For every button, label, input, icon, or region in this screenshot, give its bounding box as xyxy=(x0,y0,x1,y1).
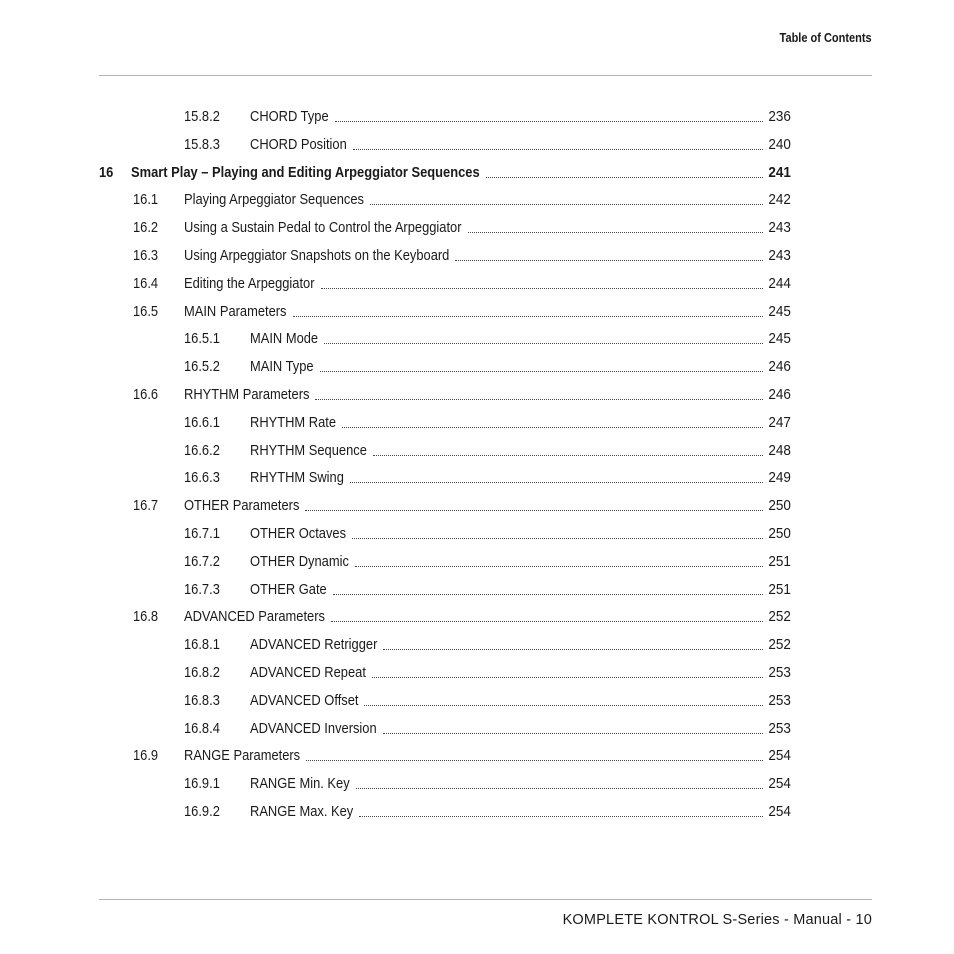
toc-entry-number: 16.6.2 xyxy=(184,442,220,459)
toc-entry[interactable] xyxy=(0,603,954,631)
toc-dot-leader xyxy=(373,437,763,465)
toc-entry[interactable] xyxy=(0,631,954,659)
toc-entry[interactable] xyxy=(0,242,954,270)
toc-entry-title[interactable]: OTHER Octaves xyxy=(250,525,347,542)
toc-entry-page[interactable]: 246 xyxy=(768,358,791,375)
toc-entry-title[interactable]: MAIN Parameters xyxy=(184,303,287,320)
toc-dot-leader xyxy=(324,325,763,353)
toc-entry-title[interactable]: ADVANCED Repeat xyxy=(250,664,366,681)
toc-entry-number: 16.6 xyxy=(133,386,159,403)
toc-dot-leader xyxy=(306,742,763,770)
toc-entry-title[interactable]: ADVANCED Retrigger xyxy=(250,636,378,653)
toc-entry-title[interactable]: Smart Play – Playing and Editing Arpeggiator Sequences xyxy=(131,164,480,181)
page-footer: KOMPLETE KONTROL S-Series - Manual - 10 xyxy=(562,912,872,928)
toc-entry-page[interactable]: 251 xyxy=(768,581,791,598)
toc-entry-page[interactable]: 250 xyxy=(768,497,791,514)
toc-dot-leader xyxy=(372,659,763,687)
toc-entry[interactable] xyxy=(0,103,954,131)
toc-entry-title[interactable]: MAIN Type xyxy=(250,358,314,375)
toc-entry[interactable] xyxy=(0,770,954,798)
toc-dot-leader xyxy=(350,464,763,492)
toc-dot-leader xyxy=(355,548,763,576)
toc-entry-title[interactable]: OTHER Dynamic xyxy=(250,553,349,570)
toc-entry[interactable] xyxy=(0,353,954,381)
toc-entry[interactable] xyxy=(0,715,954,743)
toc-entry-page[interactable]: 253 xyxy=(768,692,791,709)
toc-entry-number: 16 xyxy=(99,164,114,181)
toc-entry-number: 15.8.2 xyxy=(184,108,220,125)
toc-entry[interactable] xyxy=(0,325,954,353)
toc-entry[interactable] xyxy=(0,576,954,604)
toc-entry-title[interactable]: Editing the Arpeggiator xyxy=(184,275,315,292)
toc-entry[interactable] xyxy=(0,548,954,576)
toc-entry-number: 16.2 xyxy=(133,219,159,236)
toc-entry-title[interactable]: ADVANCED Offset xyxy=(250,692,359,709)
toc-entry[interactable] xyxy=(0,520,954,548)
toc-entry-title[interactable]: RANGE Min. Key xyxy=(250,775,350,792)
toc-entry-number: 16.1 xyxy=(133,191,159,208)
toc-entry[interactable] xyxy=(0,270,954,298)
toc-entry-number: 16.8.3 xyxy=(184,692,220,709)
toc-entry-title[interactable]: RHYTHM Swing xyxy=(250,469,344,486)
toc-entry-title[interactable]: OTHER Parameters xyxy=(184,497,300,514)
toc-entry-number: 16.4 xyxy=(133,275,159,292)
toc-entry-page[interactable]: 245 xyxy=(768,303,791,320)
toc-entry-title[interactable]: RANGE Max. Key xyxy=(250,803,354,820)
toc-entry-title[interactable]: Using a Sustain Pedal to Control the Arpeggiator xyxy=(184,219,462,236)
toc-dot-leader xyxy=(370,186,763,214)
toc-entry[interactable] xyxy=(0,381,954,409)
toc-dot-leader xyxy=(352,520,763,548)
toc-entry[interactable] xyxy=(0,214,954,242)
toc-entry[interactable] xyxy=(0,687,954,715)
toc-entry-number: 16.5 xyxy=(133,303,159,320)
toc-entry-title[interactable]: RHYTHM Parameters xyxy=(184,386,310,403)
toc-entry-title[interactable]: RHYTHM Sequence xyxy=(250,442,367,459)
toc-entry-number: 16.7 xyxy=(133,497,159,514)
toc-entry-page[interactable]: 251 xyxy=(768,553,791,570)
toc-entry[interactable] xyxy=(0,409,954,437)
toc-entry[interactable] xyxy=(0,437,954,465)
toc-dot-leader xyxy=(356,770,763,798)
toc-entry-page[interactable]: 250 xyxy=(768,525,791,542)
toc-dot-leader xyxy=(331,603,763,631)
toc-entry-page[interactable]: 241 xyxy=(768,164,791,181)
toc-entry-page[interactable]: 246 xyxy=(768,386,791,403)
toc-entry[interactable] xyxy=(0,298,954,326)
toc-entry-page[interactable]: 236 xyxy=(768,108,791,125)
toc-entry-number: 16.9.1 xyxy=(184,775,220,792)
toc-entry-page[interactable]: 244 xyxy=(768,275,791,292)
toc-entry-title[interactable]: ADVANCED Inversion xyxy=(250,720,377,737)
toc-entry-page[interactable]: 247 xyxy=(768,414,791,431)
toc-entry-number: 16.8.1 xyxy=(184,636,220,653)
toc-dot-leader xyxy=(364,687,763,715)
toc-entry-page[interactable]: 252 xyxy=(768,636,791,653)
toc-entry[interactable] xyxy=(0,492,954,520)
toc-entry-page[interactable]: 245 xyxy=(768,330,791,347)
toc-entry-title[interactable]: RHYTHM Rate xyxy=(250,414,337,431)
toc-entry-page[interactable]: 253 xyxy=(768,664,791,681)
toc-entry-number: 16.8 xyxy=(133,608,159,625)
toc-entry-page[interactable]: 242 xyxy=(768,191,791,208)
toc-entry-number: 16.6.3 xyxy=(184,469,220,486)
toc-entry-number: 16.7.1 xyxy=(184,525,220,542)
toc-dot-leader xyxy=(305,492,763,520)
toc-dot-leader xyxy=(359,798,763,826)
toc-entry-title[interactable]: OTHER Gate xyxy=(250,581,327,598)
toc-entry-page[interactable]: 249 xyxy=(768,469,791,486)
toc-dot-leader xyxy=(353,131,763,159)
toc-entry-number: 16.3 xyxy=(133,247,159,264)
toc-entry-page[interactable]: 243 xyxy=(768,219,791,236)
toc-entry-page[interactable]: 254 xyxy=(768,747,791,764)
toc-entry-title[interactable]: RANGE Parameters xyxy=(184,747,301,764)
toc-entry-page[interactable]: 253 xyxy=(768,720,791,737)
toc-entry[interactable] xyxy=(0,464,954,492)
toc-dot-leader xyxy=(455,242,763,270)
toc-entry-number: 16.9.2 xyxy=(184,803,220,820)
header-title: Table of Contents xyxy=(779,31,872,45)
toc-dot-leader xyxy=(320,353,763,381)
toc-dot-leader xyxy=(342,409,763,437)
toc-entry-number: 16.8.4 xyxy=(184,720,220,737)
toc-entry-number: 15.8.3 xyxy=(184,136,220,153)
header-divider xyxy=(99,75,872,76)
toc-entry-title[interactable]: ADVANCED Parameters xyxy=(184,608,325,625)
toc-dot-leader xyxy=(293,298,763,326)
toc-entry-title[interactable]: CHORD Position xyxy=(250,136,347,153)
toc-dot-leader xyxy=(383,631,763,659)
toc-entry-number: 16.6.1 xyxy=(184,414,220,431)
toc-dot-leader xyxy=(335,103,763,131)
toc-entry-title[interactable]: Playing Arpeggiator Sequences xyxy=(184,191,365,208)
toc-entry-page[interactable]: 243 xyxy=(768,247,791,264)
toc-entry-title[interactable]: Using Arpeggiator Snapshots on the Keyboard xyxy=(184,247,450,264)
toc-chapter-entry[interactable] xyxy=(0,159,954,187)
toc-entry[interactable] xyxy=(0,186,954,214)
toc-entry-number: 16.7.2 xyxy=(184,553,220,570)
toc-entry-title[interactable]: CHORD Type xyxy=(250,108,329,125)
toc-entry-page[interactable]: 252 xyxy=(768,608,791,625)
toc-entry[interactable] xyxy=(0,659,954,687)
toc-entry-page[interactable]: 240 xyxy=(768,136,791,153)
toc-dot-leader xyxy=(486,159,763,187)
toc-dot-leader xyxy=(315,381,763,409)
toc-dot-leader xyxy=(333,576,763,604)
toc-dot-leader xyxy=(468,214,763,242)
footer-divider xyxy=(99,899,872,900)
toc-entry-title[interactable]: MAIN Mode xyxy=(250,330,319,347)
toc-entry[interactable] xyxy=(0,798,954,826)
toc-entry-number: 16.5.1 xyxy=(184,330,220,347)
toc-entry-number: 16.7.3 xyxy=(184,581,220,598)
toc-entry[interactable] xyxy=(0,131,954,159)
toc-entry-number: 16.8.2 xyxy=(184,664,220,681)
toc-entry-number: 16.9 xyxy=(133,747,159,764)
toc-entry-page[interactable]: 254 xyxy=(768,775,791,792)
toc-dot-leader xyxy=(321,270,763,298)
toc-entry[interactable] xyxy=(0,742,954,770)
toc-entry-number: 16.5.2 xyxy=(184,358,220,375)
toc-entry-page[interactable]: 248 xyxy=(768,442,791,459)
toc-entry-page[interactable]: 254 xyxy=(768,803,791,820)
toc-dot-leader xyxy=(383,715,763,743)
